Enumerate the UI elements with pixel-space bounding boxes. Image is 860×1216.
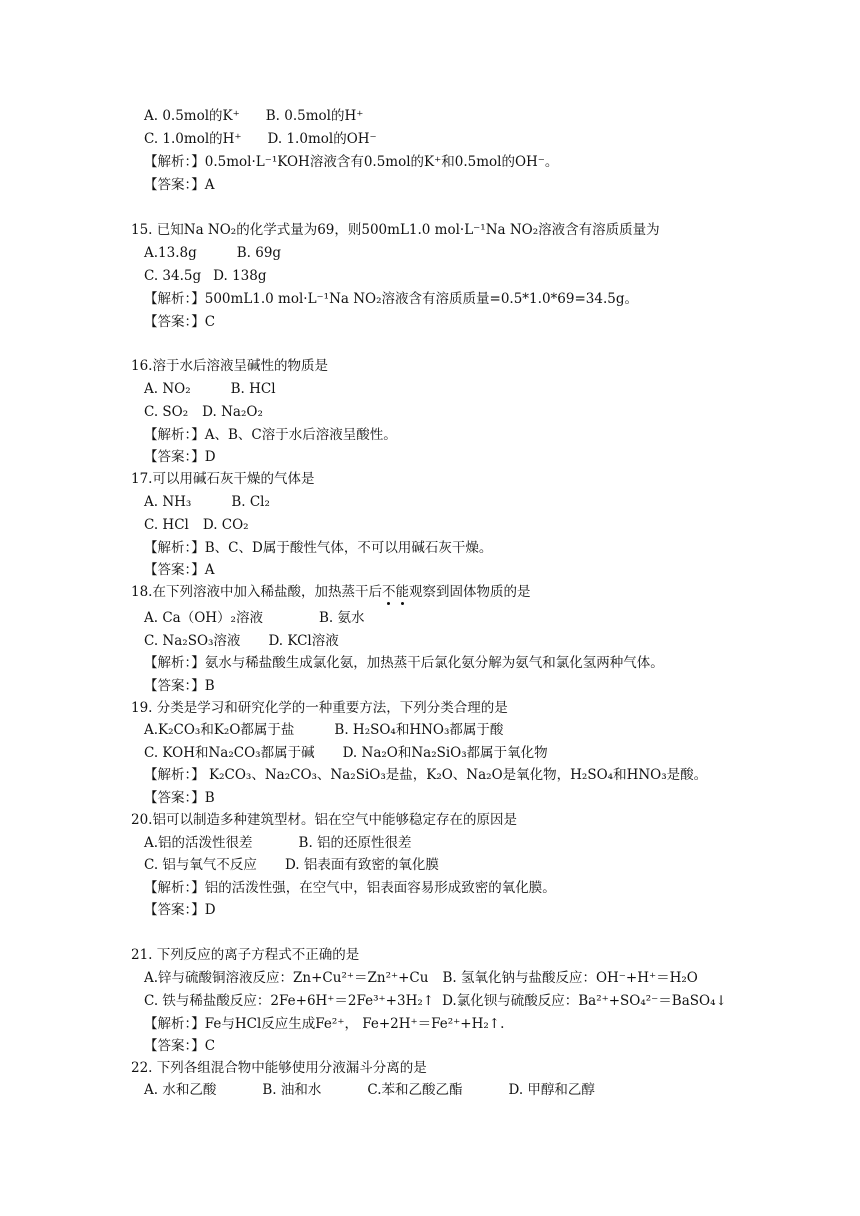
q22-stem: 22. 下列各组混合物中能够使用分液漏斗分离的是 (131, 1060, 427, 1076)
q15-options-cd (144, 267, 266, 285)
q16-option-d: D. Na₂O₂ (202, 404, 263, 420)
q22-option-a: A. 水和乙酸 (144, 1082, 217, 1098)
q19-options-ab (144, 721, 503, 739)
q20-option-a: A.铝的活泼性很差 (144, 835, 253, 851)
q18-answer: 【答案：】B (144, 678, 215, 694)
q21-option-a: A.锌与硫酸铜溶液反应：Zn+Cu²⁺＝Zn²⁺+Cu (144, 970, 429, 986)
q15-option-c: C. 34.5g (144, 268, 202, 284)
q17-option-a: A. NH₃ (144, 494, 192, 510)
q15-options-ab (144, 244, 281, 262)
q21-options-ab (144, 969, 698, 987)
q14-option-d: D. 1.0mol的OH⁻ (267, 131, 377, 147)
q19-analysis: 【解析：】 K₂CO₃、Na₂CO₃、Na₂SiO₃是盐，K₂O、Na₂O是氧化物，H₂SO₄和HNO₃是酸。 (144, 767, 708, 783)
q22-options (144, 1081, 595, 1099)
q20-answer: 【答案：】D (144, 902, 216, 918)
q21-option-d: D.氯化钡与硫酸反应：Ba²⁺+SO₄²⁻＝BaSO₄↓ (442, 993, 727, 1009)
q17-options-ab (144, 493, 270, 511)
q16-stem: 16.溶于水后溶液呈碱性的物质是 (131, 358, 328, 374)
q21-options-cd (144, 992, 727, 1010)
q18-option-c: C. Na₂SO₃溶液 (144, 633, 241, 649)
q17-stem: 17.可以用碱石灰干燥的气体是 (131, 471, 315, 487)
q18-analysis: 【解析：】氨水与稀盐酸生成氯化氨，加热蒸干后氯化氨分解为氨气和氯化氢两种气体。 (144, 655, 664, 671)
q20-option-c: C. 铝与氧气不反应 (144, 857, 257, 873)
q19-options-cd (144, 744, 548, 762)
q19-answer: 【答案：】B (144, 790, 215, 806)
q16-options-ab (144, 380, 276, 398)
q16-option-b: B. HCl (230, 381, 276, 397)
q22-option-d: D. 甲醇和乙醇 (508, 1082, 595, 1098)
q19-option-b: B. H₂SO₄和HNO₃都属于酸 (334, 722, 504, 738)
q20-options-ab (144, 834, 412, 852)
q17-option-d: D. CO₂ (202, 517, 249, 533)
q20-options-cd (144, 856, 439, 874)
q14-options-cd (144, 130, 377, 148)
q14-option-b: B. 0.5mol的H⁺ (265, 108, 364, 124)
q18-stem-pre: 18.在下列溶液中加入稀盐酸，加热蒸干后 (131, 584, 382, 600)
q16-answer: 【答案：】D (144, 449, 216, 465)
q22-option-b: B. 油和水 (262, 1082, 322, 1098)
q16-option-c: C. SO₂ (144, 404, 189, 420)
q16-options-cd (144, 403, 263, 421)
q21-option-b: B. 氢氧化钠与盐酸反应：OH⁻+H⁺＝H₂O (442, 970, 698, 986)
q18-stem (131, 583, 530, 601)
q18-option-d: D. KCl溶液 (268, 633, 339, 649)
q17-answer: 【答案：】A (144, 562, 215, 578)
q19-stem: 19. 分类是学习和研究化学的一种重要方法，下列分类合理的是 (131, 700, 508, 716)
q20-option-b: B. 铝的还原性很差 (298, 835, 412, 851)
q20-option-d: D. 铝表面有致密的氧化膜 (284, 857, 439, 873)
q19-option-a: A.K₂CO₃和K₂O都属于盐 (144, 722, 295, 738)
q20-stem: 20.铝可以制造多种建筑型材。铝在空气中能够稳定存在的原因是 (131, 812, 517, 828)
q21-analysis: 【解析：】Fe与HCl反应生成Fe²⁺， Fe+2H⁺＝Fe²⁺+H₂↑. (144, 1016, 505, 1032)
q18-option-a: A. Ca（OH）₂溶液 (144, 610, 263, 626)
q20-analysis: 【解析：】铝的活泼性强，在空气中，铝表面容易形成致密的氧化膜。 (144, 880, 556, 896)
q19-option-d: D. Na₂O和Na₂SiO₃都属于氧化物 (342, 745, 548, 761)
q17-analysis: 【解析：】B、C、D属于酸性气体，不可以用碱石灰干燥。 (144, 540, 493, 556)
q15-answer: 【答案：】C (144, 314, 216, 330)
q17-options-cd (144, 516, 249, 534)
q17-option-b: B. Cl₂ (231, 494, 270, 510)
q15-option-b: B. 69g (236, 245, 282, 261)
q15-option-d: D. 138g (213, 268, 267, 284)
q14-answer: 【答案：】A (144, 177, 215, 193)
q18-stem-emphasis-2: 能 (395, 584, 409, 600)
q15-stem: 15. 已知Na NO₂的化学式量为69，则500mL1.0 mol·L⁻¹Na NO₂溶液含有溶质质量为 (131, 222, 660, 238)
q18-options-cd (144, 632, 339, 650)
q18-option-b: B. 氨水 (318, 610, 365, 626)
q21-stem: 21. 下列反应的离子方程式不正确的是 (131, 947, 360, 963)
q14-analysis: 【解析：】0.5mol·L⁻¹KOH溶液含有0.5mol的K⁺和0.5mol的OH⁻。 (144, 154, 559, 170)
q15-option-a: A.13.8g (144, 245, 197, 261)
q15-analysis: 【解析：】500mL1.0 mol·L⁻¹Na NO₂溶液含有溶质质量=0.5*1.0*69=34.5g。 (144, 291, 638, 307)
q14-option-a: A. 0.5mol的K⁺ (144, 108, 240, 124)
q22-option-c: C.苯和乙酸乙酯 (367, 1082, 463, 1098)
q21-answer: 【答案：】C (144, 1038, 216, 1054)
q16-option-a: A. NO₂ (144, 381, 191, 397)
q18-stem-emphasis-1: 不 (381, 584, 396, 600)
q17-option-c: C. HCl (144, 517, 189, 533)
q18-stem-post: 观察到固体物质的是 (408, 584, 531, 600)
q14-options-ab (144, 107, 363, 125)
q14-option-c: C. 1.0mol的H⁺ (144, 131, 242, 147)
q18-options-ab (144, 609, 364, 627)
q16-analysis: 【解析：】A、B、C溶于水后溶液呈酸性。 (144, 427, 397, 443)
q21-option-c: C. 铁与稀盐酸反应：2Fe+6H⁺＝2Fe³⁺+3H₂↑ (144, 993, 435, 1009)
q19-option-c: C. KOH和Na₂CO₃都属于碱 (144, 745, 315, 761)
